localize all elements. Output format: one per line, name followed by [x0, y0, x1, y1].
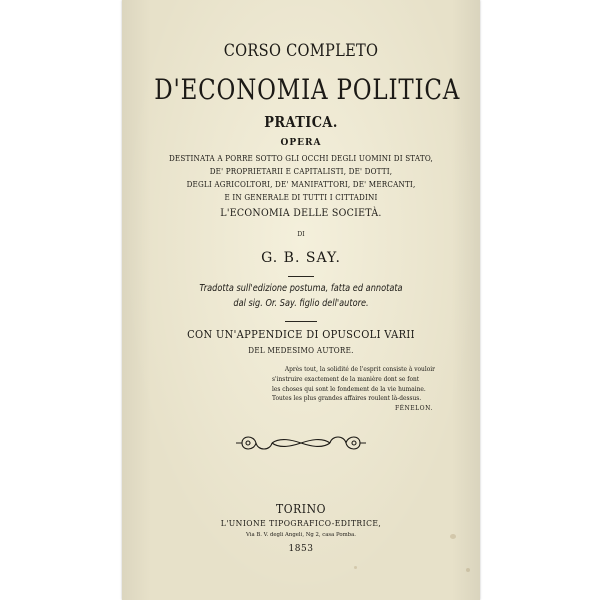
author-name: G. B. SAY.	[261, 250, 341, 266]
imprint-city: TORINO	[275, 502, 327, 516]
appendix-line-2: DEL MEDESIMO AUTORE.	[248, 346, 354, 355]
destination-line-2: DE' PROPRIETARII E CAPITALISTI, DE' DOTTI,	[209, 167, 393, 176]
main-title: D'ECONOMIA POLITICA	[154, 73, 461, 106]
title-line-3: PRATICA.	[264, 113, 338, 131]
title-page	[122, 0, 480, 600]
destination-line-3: DEGLI AGRICOLTORI, DE' MANIFATTORI, DE' MERCANTI,	[186, 180, 416, 189]
destination-line-4: E IN GENERALE DI TUTTI I CITTADINI	[224, 193, 378, 202]
translation-line-1: Tradotta sull'edizione postuma, fatta ed annotata	[199, 283, 403, 294]
epigraph-line-1: Après tout, la solidité de l'esprit consiste à vouloir	[284, 365, 435, 373]
subject-line: L'ECONOMIA DELLE SOCIETÀ.	[220, 207, 382, 219]
epigraph-line-2: s'instruire exactement de la manière dont se font	[272, 374, 420, 383]
epigraph-attribution: FÉNELON.	[395, 405, 433, 412]
appendix-line-1: CON UN'APPENDICE DI OPUSCOLI VARII	[187, 327, 415, 341]
scroll-flourish-ornament-icon	[234, 431, 368, 455]
title-line-1: CORSO COMPLETO	[223, 41, 379, 61]
imprint-year: 1853	[288, 544, 314, 554]
translation-line-2: dal sig. Or. Say. figlio dell'autore.	[233, 298, 369, 309]
foxing-spot	[450, 534, 456, 539]
epigraph-line-3: les choses qui sont le fondement de la vie humaine.	[272, 384, 426, 393]
divider-rule-2	[285, 321, 317, 322]
destination-line-1: DESTINATA A PORRE SOTTO GLI OCCHI DEGLI UOMINI DI STATO,	[168, 154, 434, 163]
imprint-publisher: L'UNIONE TIPOGRAFICO-EDITRICE,	[220, 519, 382, 529]
epigraph-line-4: Toutes les plus grandes affaires roulent là-dessus.	[272, 394, 422, 403]
epigraph	[272, 365, 465, 404]
foxing-spot	[354, 566, 357, 569]
opera-label: OPERA	[280, 138, 322, 148]
foxing-spot	[466, 568, 470, 572]
by-label: DI	[297, 231, 305, 238]
imprint-address: Via B. V. degli Angeli, Ng 2, casa Pomba.	[246, 532, 356, 538]
divider-rule-1	[288, 276, 314, 277]
